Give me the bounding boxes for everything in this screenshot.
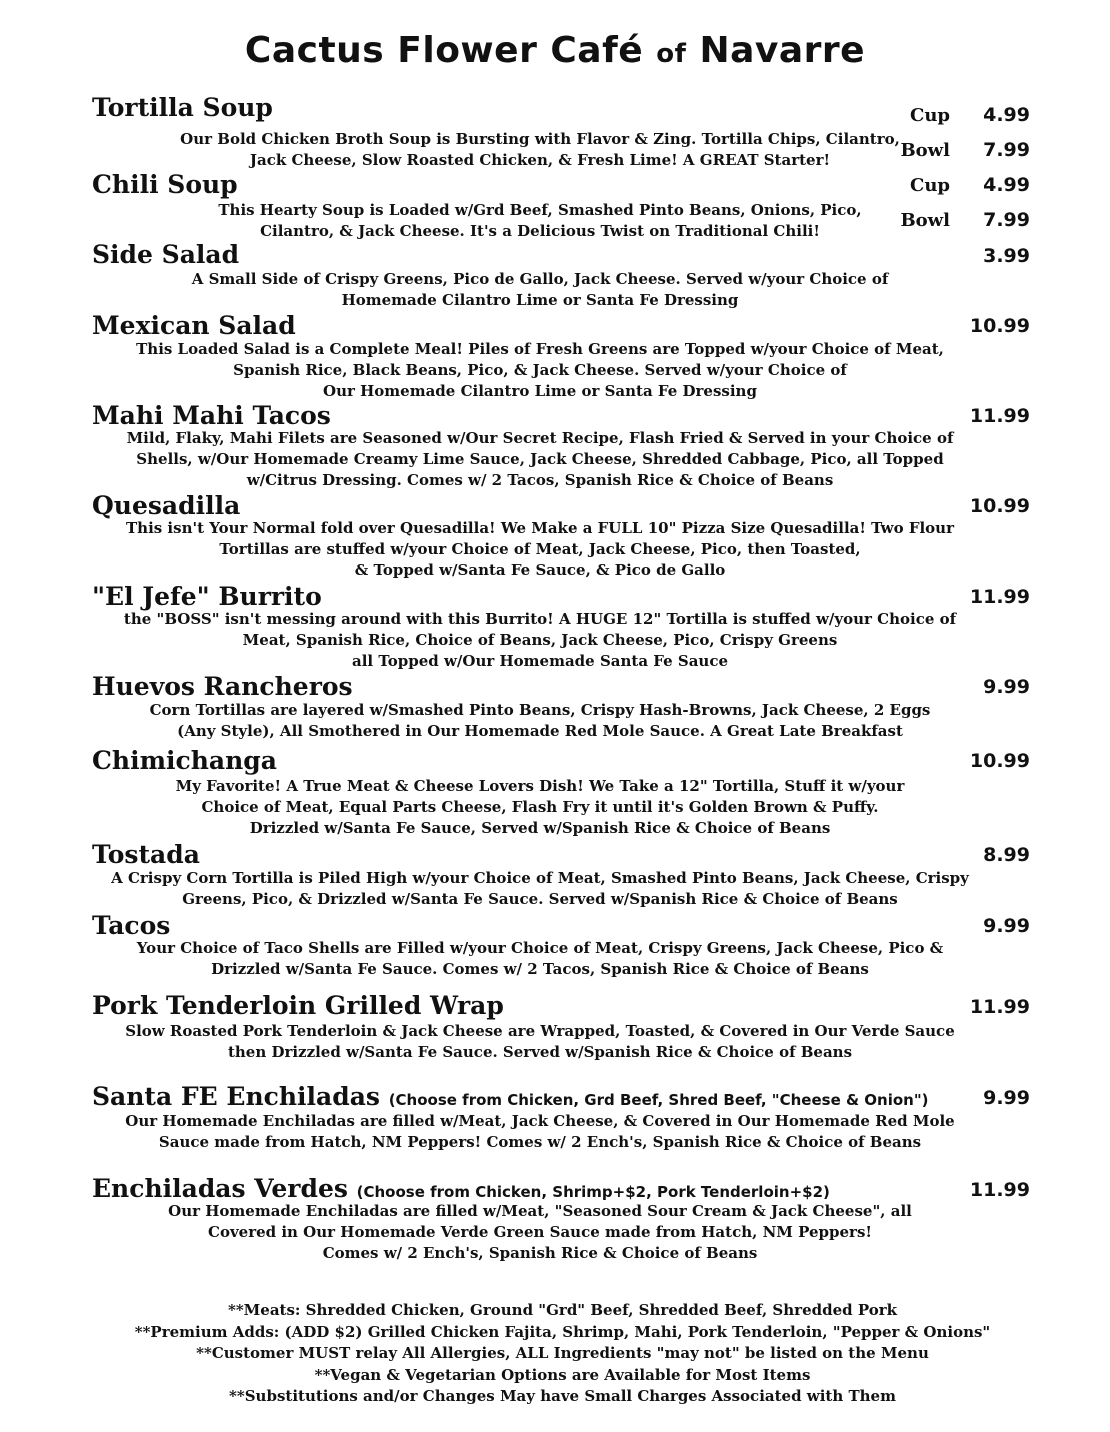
desc-line: A Crispy Corn Tortilla is Piled High w/your Choice of Meat, Smashed Pinto Beans, Jack Cheese, Crispy xyxy=(111,869,969,887)
item-description xyxy=(100,1021,980,1063)
item-price: 9.99 xyxy=(983,915,1030,937)
desc-line: Drizzled w/Santa Fe Sauce. Comes w/ 2 Tacos, Spanish Rice & Choice of Beans xyxy=(211,960,869,978)
desc-line: Mild, Flaky, Mahi Filets are Seasoned w/Our Secret Recipe, Flash Fried & Served in your Choice of xyxy=(126,429,954,447)
desc-line: then Drizzled w/Santa Fe Sauce. Served w/Spanish Rice & Choice of Beans xyxy=(227,1043,853,1061)
desc-line: Slow Roasted Pork Tenderloin & Jack Cheese are Wrapped, Toasted, & Covered in Our Verde Sauce xyxy=(125,1022,955,1040)
item-name: Tacos xyxy=(92,911,171,940)
desc-line: Jack Cheese, Slow Roasted Chicken, & Fresh Lime! A GREAT Starter! xyxy=(249,151,831,169)
footer-note: **Meats: Shredded Chicken, Ground "Grd" Beef, Shredded Beef, Shredded Pork xyxy=(227,1301,898,1319)
desc-line: & Topped w/Santa Fe Sauce, & Pico de Gallo xyxy=(354,561,726,579)
item-name xyxy=(92,1082,929,1111)
item-description xyxy=(100,129,980,171)
footer-note: **Vegan & Vegetarian Options are Available for Most Items xyxy=(314,1365,811,1384)
desc-line: Meat, Spanish Rice, Choice of Beans, Jack Cheese, Pico, Crispy Greens xyxy=(242,631,838,649)
item-description xyxy=(100,200,980,242)
item-name: Mahi Mahi Tacos xyxy=(92,401,331,430)
item-name-text: Enchiladas Verdes xyxy=(92,1174,348,1203)
item-name: Huevos Rancheros xyxy=(92,672,353,701)
desc-line: Covered in Our Homemade Verde Green Sauce made from Hatch, NM Peppers! xyxy=(208,1223,872,1241)
desc-line: Tortillas are stuffed w/your Choice of Meat, Jack Cheese, Pico, then Toasted, xyxy=(219,540,861,558)
item-price: 9.99 xyxy=(983,676,1030,698)
item-name: Mexican Salad xyxy=(92,311,296,340)
item-description xyxy=(100,868,980,910)
desc-line: Our Bold Chicken Broth Soup is Bursting with Flavor & Zing. Tortilla Chips, Cilantro, xyxy=(180,130,900,148)
item-price: 8.99 xyxy=(983,844,1030,866)
item-name: Tostada xyxy=(92,840,200,869)
item-price: 7.99 xyxy=(983,139,1030,161)
item-price: 4.99 xyxy=(983,174,1030,196)
size-label: Cup xyxy=(910,105,950,126)
title-main: Cactus Flower Café xyxy=(244,30,644,71)
footer-note: **Customer MUST relay All Allergies, ALL Ingredients "may not" be listed on the Menu xyxy=(196,1344,929,1362)
title-of: of xyxy=(656,39,687,69)
item-description xyxy=(100,609,980,672)
item-price: 3.99 xyxy=(983,245,1030,267)
desc-line: Greens, Pico, & Drizzled w/Santa Fe Sauce. Served w/Spanish Rice & Choice of Beans xyxy=(182,890,898,908)
item-description xyxy=(100,776,980,839)
item-price: 4.99 xyxy=(983,104,1030,126)
desc-line: all Topped w/Our Homemade Santa Fe Sauce xyxy=(352,652,728,670)
desc-line: Sauce made from Hatch, NM Peppers! Comes w/ 2 Ench's, Spanish Rice & Choice of Beans xyxy=(158,1133,922,1151)
item-price: 11.99 xyxy=(969,1179,1030,1201)
desc-line: Drizzled w/Santa Fe Sauce, Served w/Spanish Rice & Choice of Beans xyxy=(249,819,831,837)
desc-line: Choice of Meat, Equal Parts Cheese, Flash Fry it until it's Golden Brown & Puffy. xyxy=(201,798,879,816)
desc-line: w/Citrus Dressing. Comes w/ 2 Tacos, Spanish Rice & Choice of Beans xyxy=(246,471,834,489)
desc-line: This Loaded Salad is a Complete Meal! Piles of Fresh Greens are Topped w/your Choice of Meat, xyxy=(136,340,944,358)
item-name xyxy=(92,1174,830,1203)
item-note: (Choose from Chicken, Grd Beef, Shred Beef, "Cheese & Onion") xyxy=(388,1091,929,1109)
item-name: "El Jefe" Burrito xyxy=(92,582,322,611)
item-description xyxy=(100,339,980,402)
item-description xyxy=(100,1201,980,1264)
desc-line: Comes w/ 2 Ench's, Spanish Rice & Choice of Beans xyxy=(322,1244,758,1262)
footer-note: **Premium Adds: (ADD $2) Grilled Chicken Fajita, Shrimp, Mahi, Pork Tenderloin, "Pepper & Onions" xyxy=(134,1322,991,1341)
desc-line: Shells, w/Our Homemade Creamy Lime Sauce, Jack Cheese, Shredded Cabbage, Pico, all Topped xyxy=(136,450,944,468)
desc-line: Homemade Cilantro Lime or Santa Fe Dressing xyxy=(341,291,739,309)
desc-line: Your Choice of Taco Shells are Filled w/your Choice of Meat, Crispy Greens, Jack Cheese, Pico & xyxy=(136,939,944,957)
desc-line: This Hearty Soup is Loaded w/Grd Beef, Smashed Pinto Beans, Onions, Pico, xyxy=(218,201,862,219)
desc-line: (Any Style), All Smothered in Our Homemade Red Mole Sauce. A Great Late Breakfast xyxy=(177,722,903,740)
item-description xyxy=(100,700,980,742)
size-label: Bowl xyxy=(900,210,950,231)
item-description xyxy=(100,938,980,980)
desc-line: the "BOSS" isn't messing around with this Burrito! A HUGE 12" Tortilla is stuffed w/your Choice of xyxy=(123,610,957,628)
item-price: 11.99 xyxy=(969,996,1030,1018)
desc-line: A Small Side of Crispy Greens, Pico de Gallo, Jack Cheese. Served w/your Choice of xyxy=(191,270,889,288)
desc-line: Our Homemade Enchiladas are filled w/Meat, "Seasoned Sour Cream & Jack Cheese", all xyxy=(168,1202,912,1220)
title-place: Navarre xyxy=(699,30,866,71)
desc-line: This isn't Your Normal fold over Quesadilla! We Make a FULL 10" Pizza Size Quesadilla! Two Flour xyxy=(126,519,954,537)
footer-note: **Substitutions and/or Changes May have Small Charges Associated with Them xyxy=(229,1387,896,1405)
size-label: Bowl xyxy=(900,140,950,161)
item-price: 7.99 xyxy=(983,209,1030,231)
item-name: Chimichanga xyxy=(92,746,277,775)
item-name: Pork Tenderloin Grilled Wrap xyxy=(92,991,504,1020)
desc-line: Our Homemade Enchiladas are filled w/Meat, Jack Cheese, & Covered in Our Homemade Red Mole xyxy=(125,1112,955,1130)
page-title xyxy=(0,30,1110,71)
desc-line: Cilantro, & Jack Cheese. It's a Delicious Twist on Traditional Chili! xyxy=(260,222,820,240)
desc-line: My Favorite! A True Meat & Cheese Lovers Dish! We Take a 12" Tortilla, Stuff it w/your xyxy=(175,777,905,795)
item-name: Side Salad xyxy=(92,240,240,269)
menu-footer-notes xyxy=(0,1300,1110,1408)
desc-line: Our Homemade Cilantro Lime or Santa Fe Dressing xyxy=(323,382,757,400)
item-description xyxy=(100,269,980,311)
item-description xyxy=(100,1111,980,1153)
item-name: Chili Soup xyxy=(92,170,238,199)
item-price: 10.99 xyxy=(969,750,1030,772)
item-price: 10.99 xyxy=(969,495,1030,517)
item-price: 11.99 xyxy=(969,586,1030,608)
item-note: (Choose from Chicken, Shrimp+$2, Pork Tenderloin+$2) xyxy=(356,1183,830,1201)
item-price: 9.99 xyxy=(983,1087,1030,1109)
desc-line: Spanish Rice, Black Beans, Pico, & Jack Cheese. Served w/your Choice of xyxy=(233,361,847,379)
desc-line: Corn Tortillas are layered w/Smashed Pinto Beans, Crispy Hash-Browns, Jack Cheese, 2 Eggs xyxy=(149,701,931,719)
item-name-text: Santa FE Enchiladas xyxy=(92,1082,380,1111)
item-description xyxy=(100,428,980,491)
item-name: Quesadilla xyxy=(92,491,241,520)
item-description xyxy=(100,518,980,581)
size-label: Cup xyxy=(910,175,950,196)
item-price: 10.99 xyxy=(969,315,1030,337)
item-name: Tortilla Soup xyxy=(92,93,273,122)
item-price: 11.99 xyxy=(969,405,1030,427)
